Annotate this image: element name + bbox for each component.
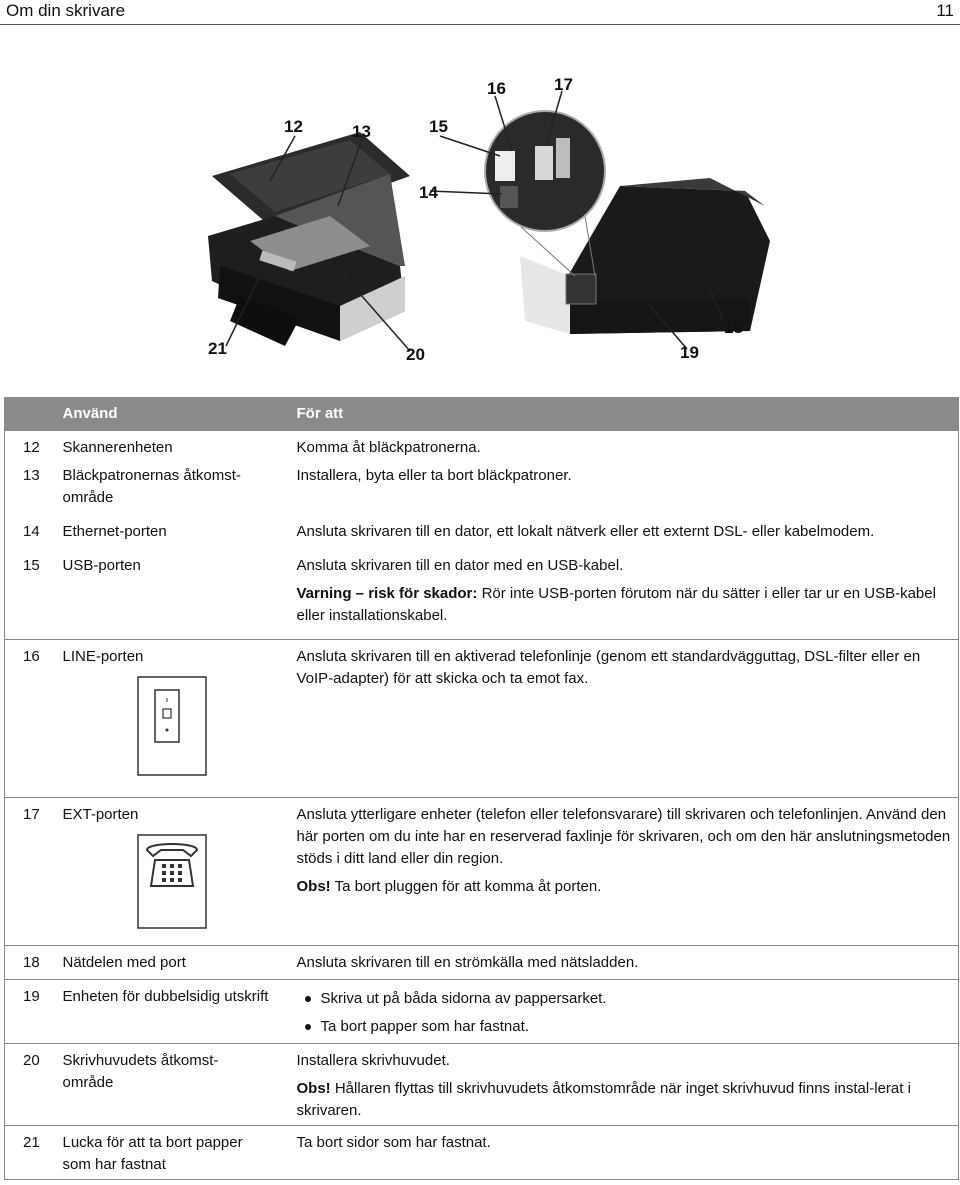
- open-printer-image: [208, 132, 410, 346]
- callout-12: 12: [284, 117, 303, 136]
- table-row: 15 USB-porten Ansluta skrivaren till en dator med en USB-kabel. Varning – risk för skador: Rör inte USB-porten förutom när du sätter i eller tar ur en USB-kabel eller installationskabel.: [5, 555, 959, 639]
- line-port-label: LINE-porten: [62, 647, 144, 665]
- telephone-icon: [137, 834, 207, 929]
- table-row: 20 Skrivhuvudets åtkomst-område Installera skrivhuvudet. Obs! Hållaren flyttas till skrivhuvudets åtkomstområde när inget skrivhuvud finns instal-lerat i skrivaren.: [5, 1043, 959, 1125]
- table-row: 17 EXT-porten Ansluta ytterligare enheter (telefon eller telefonsvarare) till skrivaren och telefonlinjen. Använd den här porten om du inte har en reserverad faxlinje för skrivaren, och om den här anslutningsmetoden stöds i ditt land eller din region. Obs! Ta bort pluggen för att komma åt porten.: [5, 797, 959, 945]
- printer-illustration: [190, 66, 790, 376]
- table-row: 19 Enheten för dubbelsidig utskrift Skriva ut på båda sidorna av pappersarket. Ta bort papper som har fastnat.: [5, 979, 959, 1043]
- usb-description: Ansluta skrivaren till en dator med en USB-kabel.: [296, 557, 624, 574]
- callout-13: 13: [352, 122, 371, 141]
- list-item: Skriva ut på båda sidorna av pappersarket.: [305, 988, 953, 1010]
- usb-warning: Varning – risk för skador: Rör inte USB-porten förutom när du sätter i eller tar ur en USB-kabel eller installationskabel.: [296, 585, 936, 624]
- section-title: Om din skrivare: [6, 1, 126, 20]
- ext-port-label: EXT-porten: [62, 805, 139, 823]
- page-header: [0, 0, 960, 25]
- ext-description: Ansluta ytterligare enheter (telefon eller telefonsvarare) till skrivaren och telefonlinjen. Använd den här porten om du inte har en reserverad faxlinje för skrivaren, och om den här anslutningsmetoden stöds i ditt land eller din region.: [296, 805, 951, 867]
- table-row: 14 Ethernet-porten Ansluta skrivaren till en dator, ett lokalt nätverk eller ett externt DSL- eller kabelmodem.: [23, 523, 875, 540]
- column-header-use: Använd: [57, 397, 289, 431]
- list-item: Ta bort papper som har fastnat.: [305, 1016, 953, 1038]
- callout-20: 20: [406, 345, 425, 364]
- ports-table: [4, 397, 959, 1180]
- printhead-note: Obs! Hållaren flyttas till skrivhuvudets åtkomstområde när inget skrivhuvud finns instal-lerat i skrivaren.: [296, 1079, 911, 1119]
- table-row: 16 LINE-porten Ansluta skrivaren till en aktiverad telefonlinje (genom ett standardvägguttag, DSL-filter eller en VoIP-adapter) för att skicka och ta emot fax.: [5, 639, 959, 797]
- callout-15: 15: [429, 117, 448, 136]
- callout-18: 18: [724, 318, 743, 337]
- page-number: 11: [936, 1, 954, 20]
- callout-16: 16: [487, 79, 506, 98]
- line-port-icon: [137, 676, 207, 776]
- table-row: 12 Skannerenheten Komma åt bläckpatronerna.: [23, 439, 481, 456]
- table-row: 13 Bläckpatronernas åtkomst-område Installera, byta eller ta bort bläckpatroner.: [23, 467, 572, 506]
- column-header-purpose: För att: [289, 397, 959, 431]
- callout-21: 21: [208, 339, 227, 358]
- ext-note: Obs! Ta bort pluggen för att komma åt porten.: [296, 877, 602, 895]
- table-row: 18 Nätdelen med port Ansluta skrivaren till en strömkälla med nätsladden.: [5, 945, 959, 979]
- table-row: 21 Lucka för att ta bort papper som har fastnat Ta bort sidor som har fastnat.: [5, 1125, 959, 1179]
- callout-19: 19: [680, 343, 699, 362]
- table-header-row: [5, 397, 959, 431]
- callout-17: 17: [554, 75, 573, 94]
- callout-14: 14: [419, 183, 438, 202]
- printhead-description: Installera skrivhuvudet.: [296, 1051, 450, 1069]
